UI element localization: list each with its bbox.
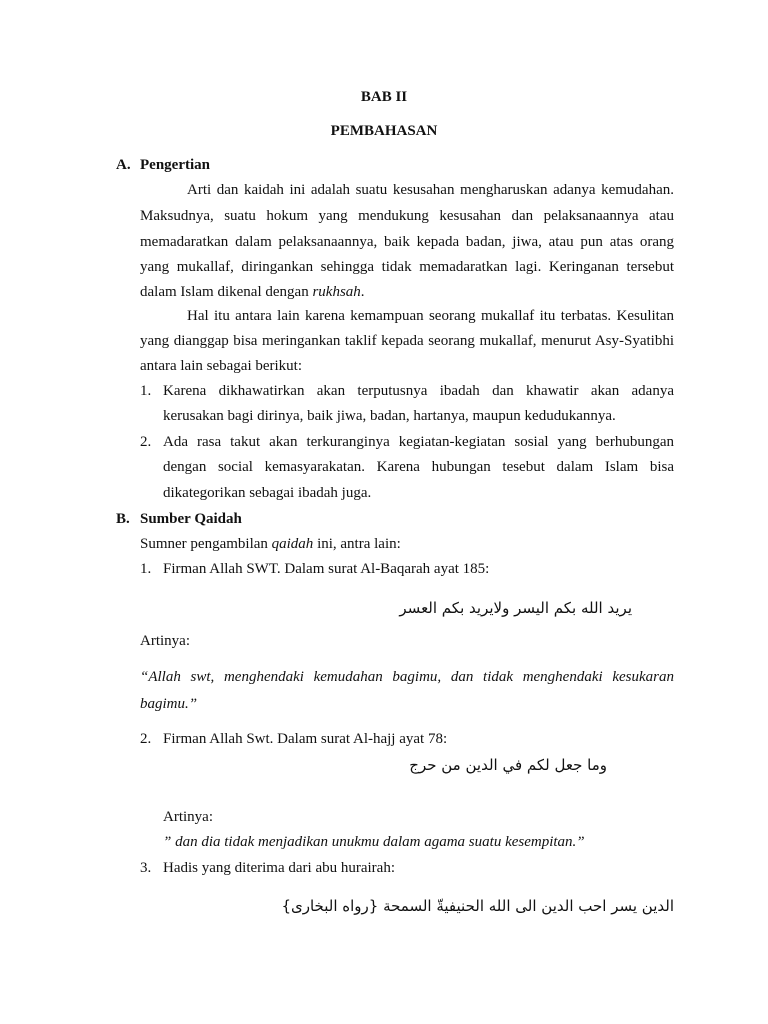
list-number: 3. [140, 860, 152, 876]
chapter-title: PEMBAHASAN [330, 123, 438, 139]
translation-line [140, 667, 674, 687]
translation-text: “Allah swt, menghendaki kemudahan bagimu, dan tidak menghendaki kesukaran [140, 669, 674, 685]
text-span: Sumner pengambilan [140, 536, 272, 552]
term-qaidah: qaidah [271, 536, 314, 552]
translation-text: ” dan dia tidak menjadikan unukmu dalam agama suatu kesempitan.” [163, 834, 585, 850]
list-number: 1. [140, 383, 152, 399]
section-a-title: Pengertian [140, 157, 210, 173]
paragraph-line: Maksudnya, suatu hokum yang mendukung kesusahan dan pelaksanaannya atau [140, 208, 674, 224]
section-b-label: B. [116, 511, 130, 527]
list-item-line: kerusakan bagi dirinya, baik jiwa, badan, hartanya, maupun kedudukannya. [163, 408, 616, 424]
arabic-verse-2: وما جعل لكم في الدين من حرج [409, 756, 607, 774]
translation-text: bagimu.” [140, 696, 198, 712]
source-1-text: Firman Allah SWT. Dalam surat Al-Baqarah ayat 185: [163, 561, 490, 577]
list-number: 1. [140, 561, 152, 577]
artinya-label: Artinya: [140, 633, 190, 649]
list-item-line: dikategorikan sebagai ibadah juga. [163, 485, 372, 501]
paragraph-line [140, 282, 365, 302]
arabic-hadith: الدين يسر احب الدين الى الله الحنيفيةّ السمحة {رواه البخارى} [281, 897, 674, 915]
term-rukhsah: rukhsah [312, 284, 361, 300]
section-b-intro [140, 534, 401, 554]
translation-line [163, 832, 585, 852]
text-span: ini, antra lain: [313, 536, 401, 552]
list-item-line: Karena dikhawatirkan akan terputusnya ibadah dan khawatir akan adanya [163, 383, 674, 399]
source-3-text: Hadis yang diterima dari abu hurairah: [163, 860, 396, 876]
paragraph-line: Arti dan kaidah ini adalah suatu kesusahan mengharuskan adanya kemudahan. [187, 182, 674, 198]
translation-line [140, 694, 197, 714]
text-span: . [360, 284, 365, 300]
paragraph-line: antara lain sebagai berikut: [140, 358, 303, 374]
list-item-line: Ada rasa takut akan terkuranginya kegiatan-kegiatan sosial yang berhubungan [163, 434, 674, 450]
list-item-line: dengan social kemasyarakatan. Karena hubungan tesebut dalam Islam bisa [163, 459, 674, 475]
source-2-text: Firman Allah Swt. Dalam surat Al-hajj ayat 78: [163, 731, 448, 747]
chapter-number: BAB II [360, 89, 408, 105]
paragraph-line: memadaratkan dalam pelaksanaannya, baik kepada badan, jiwa, atau pun atas orang [140, 234, 674, 250]
section-a-label: A. [116, 157, 131, 173]
list-number: 2. [140, 434, 152, 450]
paragraph-line: yang dianggap bisa meringankan taklif kepada seorang mukallaf, menurut Asy-Syatibhi [140, 333, 674, 349]
artinya-label: Artinya: [163, 809, 213, 825]
text-span: dalam Islam dikenal dengan [140, 284, 313, 300]
list-number: 2. [140, 731, 152, 747]
section-b-title: Sumber Qaidah [140, 511, 242, 527]
arabic-verse-1: يريد الله بكم اليسر ولايريد بكم العسر [399, 599, 632, 617]
paragraph-line: yang mukallaf, diringankan sehingga tidak memadaratkan lagi. Keringanan tersebut [140, 259, 674, 275]
paragraph-line: Hal itu antara lain karena kemampuan seorang mukallaf itu terbatas. Kesulitan [187, 308, 674, 324]
